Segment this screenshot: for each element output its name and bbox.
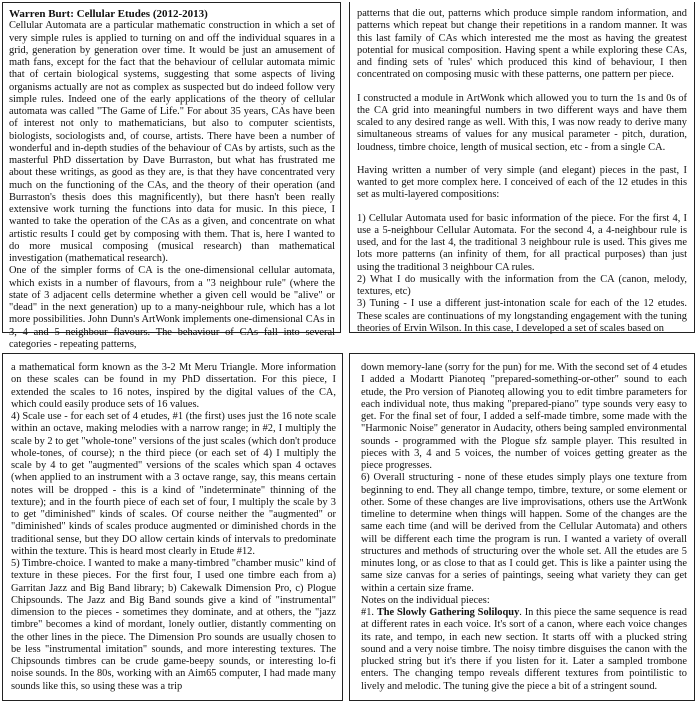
document-title: Warren Burt: Cellular Etudes (2012-2013)	[9, 8, 208, 20]
paragraph: Having written a number of very simple (and elegant) pieces in the past, I wanted to get more complex here. I conceived of each of the 12 etudes in this set as multi-layered compositions:	[357, 164, 687, 201]
list-item: 4) Scale use - for each set of 4 etudes, #1 (the first) uses just the 16 note scale within an octave, making melodies with a narrow range; in #2, I multiply the scale by 2 to get "whole-tone" versions of the just scales (which don't produce whole-tones, of course); n the third piece (or each set of 4) I multiply the scale by 4 to get "augmented" versions of the scales which span 4 octaves (when applied to an instrument with a 3 octave range, say, this means certain notes will be dropped - this is a kind of "indeterminate" thinning of the texture); and in the fourth piece of each set of four, I multiply the scale by 3 to get "diminished" kinds of scales. Of course neither the "augmented" or "diminished" kinds of scales produce augmented or diminished chords in the traditional sense, but they DO allow certain kinds of intervals to predominate within the texture. This is heard most clearly in Etude #12.	[11, 411, 336, 557]
paragraph: patterns that die out, patterns which produce simple random information, and patterns which repeat but change their repetitions in a random manner. It was this last family of CAs which interested me the most as having the greatest potential for musical composition. Having spent a while exploring these CAs, and finding sets of 'rules' which produced this kind of behaviour, I then concentrated on composing music with these patterns, one pattern per piece.	[357, 8, 687, 81]
paragraph-gap	[357, 82, 687, 93]
list-item: 6) Overall structuring - none of these etudes simply plays one texture from beginning to end. They all change tempo, timbre, texture, or some element or other. Some of these changes are live improvisations, others use the ArtWonk timeline to determine when things will happen. Some of the changes are the same each time (and will be derived from the Cellular Automata) and others will be different each time the program is run. I wanted a variety of overall structures and methods of structuring over the whole set. All the etudes are 5 minutes long, or as close to that as I could get. This is like a painter using the same size canvas for a series of paintings, seeing what variety they can get within a certain size frame.	[361, 472, 687, 594]
paragraph: a mathematical form known as the 3-2 Mt Meru Triangle. More information on these scales can be found in my PhD dissertation. For this piece, I extended the scales to 16 notes, inspired by the digital values of the CA, which could easily produce sets of 16 values.	[11, 362, 336, 410]
paragraph-gap	[357, 202, 687, 213]
page-panel-1	[2, 2, 341, 350]
list-item: 2) What I do musically with the information from the CA (canon, melody, textures, etc)	[357, 273, 687, 297]
notes-heading: Notes on the individual pieces:	[361, 594, 490, 606]
list-item: 3) Tuning - I use a different just-intonation scale for each of the 12 etudes. These scales are continuations of my longstanding engagement with the tuning theories of Ervin Wilson. In this case, I developed a set of scales based on	[357, 298, 687, 334]
paragraph: down memory-lane (sorry for the pun) for me. With the second set of 4 etudes I added a Modartt Pianoteq "prepared-something-or-other" sound to each etude, the Pro version of Pianoteq allowing you to edit timbre parameters for each individual note, thus making "prepared-piano" type sounds very easy to get. For the final set of four, I added a self-made timbre, some made with the "Harmonic Noise" generator in Audacity, others being sampled environmental sounds - programmed with the Plogue sfz sample player. This resulted in pieces with 3, 4 and 5 voices, the number of voices getting greater as the piece progresses.	[361, 362, 687, 471]
paragraph-gap	[357, 154, 687, 165]
etude-title: The Slowly Gathering Soliloquy	[376, 607, 520, 618]
page-panel-2	[349, 2, 695, 333]
paragraph: Cellular Automata are a particular mathematic construction in which a set of very simple rules is applied to turning on and off the individual squares in a grid, generation by generation over time. It would be just an amusement of math fans, except for the fact that the behaviour of cellular automata mimic that of certain biological systems, suggesting that some aspects of living organisms actually are not as complex as suspected but do indeed follow very simple rules. Indeed one of the early applications of the theory of cellular automata was called "The Game of Life." For about 35 years, CAs have been of interest not only to mathematicians, but also to computer scientists, biologists, sociologists and, of course, artists. There have been a number of wonderful and in-depth studies of the behaviour of CAs by artists, such as the masterful PhD dissertation by Dave Burraston, but what has frustrated me about these writings, as good as they are, is that they have concentrated very much on the functioning of the CAs, and the theory of their operation (and Burraston's thesis does this magnificently), but there hasn't been really extensive work turning the functions into data for music. In this piece, I wanted to take the operation of the CAs as a given, and concentrate on what artistic results I could get by composing with them. That is, here I wanted to do more musical composing (musical research) than mathematical investigation (mathematical research).	[9, 20, 335, 265]
etude-number: #1.	[361, 607, 377, 618]
list-item: 1) Cellular Automata used for basic information of the piece. For the first 4, I use a 5-neighbour Cellular Automata. For the second 4, a 4-neighbour rule is used, and for the last 4, the traditional 3 neighbour rule is used. This gives me lots more patterns (an infinity of them, for all practical purposes) than just using the traditional 3 neighbour CA rules.	[357, 212, 687, 273]
paragraph: I constructed a module in ArtWonk which allowed you to turn the 1s and 0s of the CA grid into meaningful numbers in two different ways and have them scaled to any desired range as well. With this, I was now ready to derive many simultaneous streams of values for any musical parameter - pitch, duration, loudness, timbre choice, length of musical section, etc - from a single CA.	[357, 92, 687, 153]
etude-description: . In this piece the same sequence is read at different rates in each voice. It's sort of a canon, where each voice changes its rate, and tempo, in each new section. It starts off with a plucked string sound and a very noise timbre. The noisy timbre disguises the canon with the plucked string but it's there if you listen for it. Later a sampled trombone enters. The changing tempo reveals different textures from pointilistic to lively and melodic. The tuning give the piece a bit of a stringent sound.	[361, 607, 687, 692]
page-panel-3	[2, 353, 343, 701]
etude-note	[361, 607, 687, 693]
paragraph: One of the simpler forms of CA is the one-dimensional cellular automata, which exists in a number of flavours, from a "3 neighbour rule" (where the state of 3 adjacent cells determine whether a given cell would be "alive" or "dead" in the next generation) up to a many-neighbour rule, which has a lot more possibilities. John Dunn's ArtWonk implements one-dimensional CAs in 3, 4 and 5 neighbour flavours. The behaviour of CAs fall into several categories - repeating patterns,	[9, 265, 335, 350]
list-item: 5) Timbre-choice. I wanted to make a many-timbred "chamber music" kind of texture in these pieces. For the first four, I used one timbre each from a) Garritan Jazz and Big Band library; b) Cakewalk Dimension Pro, c) Plogue Chipsounds. The Jazz and Big Band sounds give a kind of "instrumental" dimension to the pieces - sometimes they dominate, and at others, the "jazz timbre" becomes a kind of mordant, lonely outlier, distantly commenting on the other lines in the piece. The Dimension Pro sounds are usually chosen to be less "instrumental imitation" sounds, and more interesting textures. The Chipsounds timbres can be crude game-beepy sounds, or interesting lo-fi noise sounds. In the 80s, working with an Aim65 computer, I had made many sounds like this, so using these was a trip	[11, 558, 336, 692]
page-panel-4	[349, 353, 695, 701]
